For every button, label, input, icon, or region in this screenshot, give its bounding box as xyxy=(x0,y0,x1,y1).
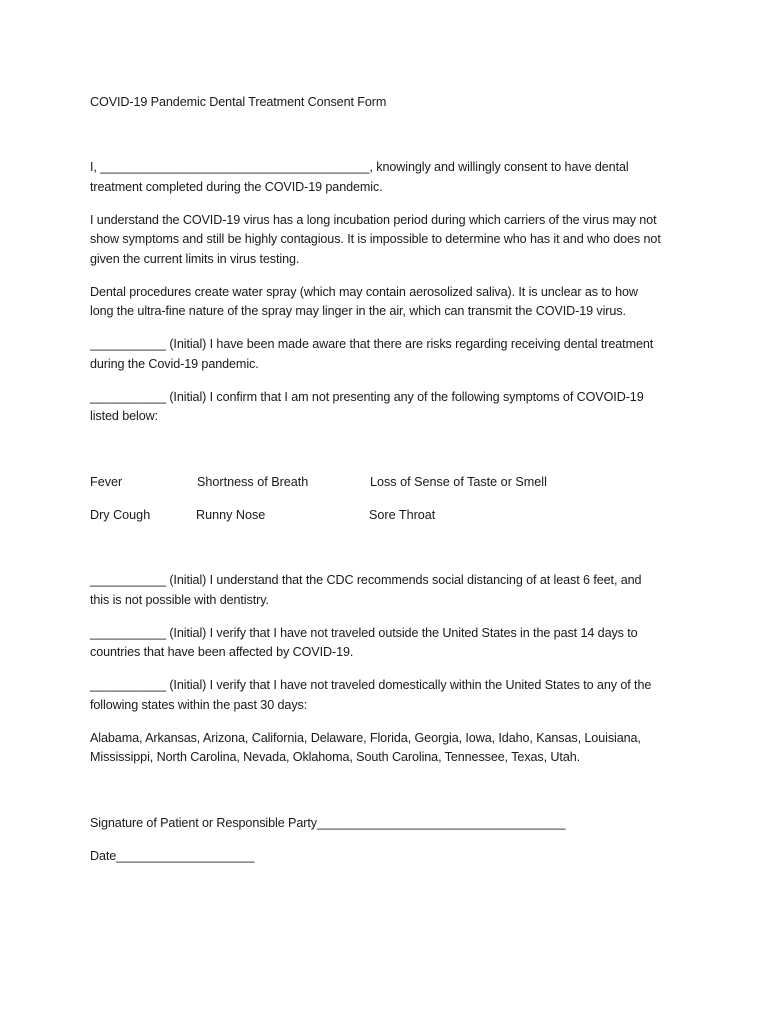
initial-dom-travel-line-2: following states within the past 30 days: xyxy=(90,697,308,712)
consent-line-1: I, _______________________________________, knowingly and willingly consent to have dental xyxy=(90,160,629,174)
symptom-dry-cough: Dry Cough xyxy=(90,508,151,522)
initial-symptoms-line-2: listed below: xyxy=(90,409,159,423)
initial-cdc-line-2: this is not possible with dentistry. xyxy=(90,592,269,607)
procedures-line-2: long the ultra-fine nature of the spray may linger in the air, which can transmit the COVID-19 virus. xyxy=(90,304,626,318)
initial-cdc-line-1: ___________ (Initial) I understand that the CDC recommends social distancing of at least 6 feet, and xyxy=(90,573,642,587)
symptom-sore-throat: Sore Throat xyxy=(369,508,436,522)
incubation-line-3: given the current limits in virus testing. xyxy=(90,251,300,266)
signature-line: Signature of Patient or Responsible Party____________________________________ xyxy=(90,816,566,830)
consent-line-2: treatment completed during the COVID-19 pandemic. xyxy=(90,179,383,194)
incubation-line-1: I understand the COVID-19 virus has a long incubation period during which carriers of the virus may not xyxy=(90,212,657,227)
incubation-line-2: show symptoms and still be highly contagious. It is impossible to determine who has it and who does not xyxy=(90,232,661,246)
initial-risks-line-1: ___________ (Initial) I have been made aware that there are risks regarding receiving dental treatment xyxy=(90,337,654,351)
procedures-line-1: Dental procedures create water spray (which may contain aerosolized saliva). It is unclear as to how xyxy=(90,284,638,299)
states-line-1: Alabama, Arkansas, Arizona, California, Delaware, Florida, Georgia, Iowa, Idaho, Kansas, Louisiana, xyxy=(90,730,641,745)
initial-intl-travel-line-1: ___________ (Initial) I verify that I have not traveled outside the United States in the past 14 days to xyxy=(90,625,638,640)
symptom-shortness-of-breath: Shortness of Breath xyxy=(197,475,309,489)
initial-dom-travel-line-1: ___________ (Initial) I verify that I have not traveled domestically within the United States to any of the xyxy=(90,678,652,692)
initial-symptoms-line-1: ___________ (Initial) I confirm that I am not presenting any of the following symptoms of COVOID-19 xyxy=(90,389,644,404)
symptom-fever: Fever xyxy=(90,475,123,489)
initial-intl-travel-line-2: countries that have been affected by COVID-19. xyxy=(90,645,354,659)
states-line-2: Mississippi, North Carolina, Nevada, Oklahoma, South Carolina, Tennessee, Texas, Utah. xyxy=(90,750,581,764)
initial-risks-line-2: during the Covid-19 pandemic. xyxy=(90,356,259,371)
symptom-runny-nose: Runny Nose xyxy=(196,508,266,522)
date-line: Date____________________ xyxy=(90,849,255,863)
page-title: COVID-19 Pandemic Dental Treatment Consent Form xyxy=(90,95,387,109)
symptom-loss-of-taste-smell: Loss of Sense of Taste or Smell xyxy=(370,475,547,489)
